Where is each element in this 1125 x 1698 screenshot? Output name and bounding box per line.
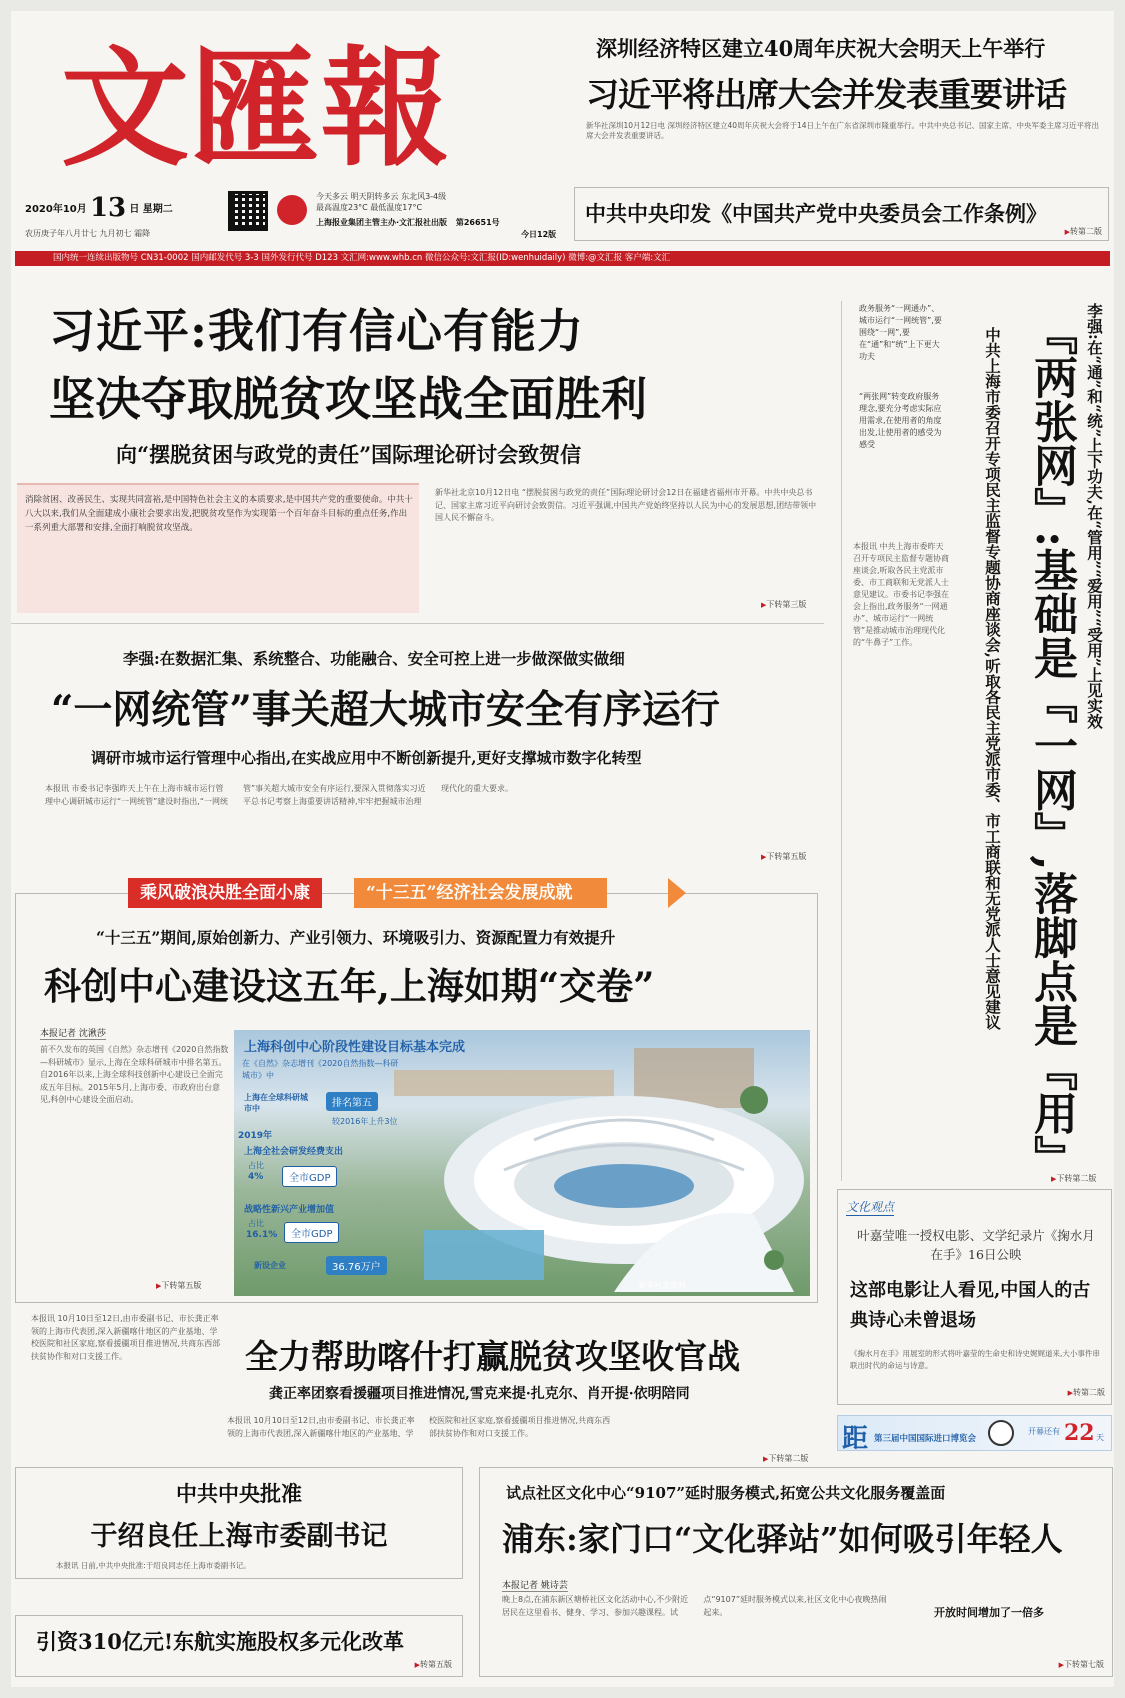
- feature-box: [15, 883, 818, 1303]
- kashgar-body: 本报讯 10月10日至12日,由市委副书记、市长龚正率领的上海市代表团,深入新疆喀什地区的产业基地、学校医院和社区家庭,察看援疆项目推进情况,共商东西部扶贫协作和对口支援工作。: [31, 1314, 221, 1361]
- appoint-box: [15, 1467, 463, 1579]
- infographic-note: 在《自然》杂志增刊《2020自然指数—科研城市》中: [242, 1059, 399, 1080]
- side-quote-1: [859, 303, 947, 387]
- expo-mascot-icon: [988, 1420, 1014, 1446]
- date-suffix: 日 星期二: [129, 204, 173, 215]
- culture-kicker: 叶嘉莹唯一授权电影、文学纪录片《掬水月在手》16日公映: [857, 1228, 1095, 1262]
- top-news-body: 新华社深圳10月12日电 深圳经济特区建立40周年庆祝大会将于14日上午在广东省深圳市隆重举行。中共中央总书记、国家主席、中央军委主席习近平将出席大会并发表重要讲话。: [586, 121, 1100, 140]
- second-headline: “一网统管”事关超大城市安全有序运行: [51, 687, 720, 733]
- infographic: [234, 1030, 810, 1296]
- infographic-year: 2019年: [238, 1131, 273, 1141]
- lead-quote: 消除贫困、改善民生、实现共同富裕,是中国特色社会主义的本质要求,是中国共产党的重要使命。中共十八大以来,我们从全面建成小康社会要求出发,把脱贫攻坚作为实现第一个百年奋斗目标的重点任务,作出一系列重大部署和安排,全面打响脱贫攻坚战。: [25, 495, 413, 533]
- side-jump: ▶ 下转第二版: [1051, 1173, 1096, 1184]
- date-day: 13: [89, 193, 127, 223]
- culture-headline: 这部电影让人看见,中国人的古典诗心未曾退场: [850, 1280, 1091, 1331]
- lead-body: 新华社北京10月12日电 “摆脱贫困与政党的责任”国际理论研讨会12日在福建省福州市开幕。中共中央总书记、国家主席习近平向研讨会致贺信。习近平强调,中国共产党始终坚持以人民为中心的发展思想,团结带领中国人民不懈奋斗。: [435, 488, 817, 522]
- second-kicker: 李强:在数据汇集、系统整合、功能融合、安全可控上进一步做深做实做细: [123, 649, 625, 668]
- infographic-caption: 新华社发资料: [638, 1281, 686, 1290]
- expo-countdown: [837, 1415, 1112, 1454]
- infographic-title: 上海科创中心阶段性建设目标基本完成: [244, 1040, 466, 1055]
- infographic-gdp-2: 全市GDP: [284, 1222, 339, 1243]
- wenhui-seal-icon: [277, 195, 307, 225]
- feature-banner-arrow-icon: [668, 878, 686, 908]
- side-vertical-headline: 『两张网』:基础是『一网』,落脚点是『用』: [1026, 311, 1077, 1179]
- regulation-box: [574, 187, 1109, 241]
- side-quote-2: [859, 391, 947, 521]
- issue-no: 第26651号: [455, 218, 500, 227]
- masthead-logo: [61, 33, 481, 173]
- feature-kicker: “十三五”期间,原始创新力、产业引领力、环境吸引力、资源配置力有效提升: [96, 928, 616, 947]
- newspaper-front-page: [11, 11, 1114, 1687]
- appoint-body: 本报讯 日前,中共中央批准:于绍良同志任上海市委副书记。: [56, 1561, 251, 1570]
- feature-jump: ▶ 下转第五版: [156, 1280, 201, 1291]
- countdown-unit: 天: [1096, 1433, 1104, 1442]
- regulation-headline: 中共中央印发《中国共产党中央委员会工作条例》: [585, 201, 1047, 226]
- pudong-body: 晚上8点,在浦东新区塘桥社区文化活动中心,不少附近居民在这里看书、健身、学习、参加兴趣课程。试点“9107”延时服务模式以来,社区文化中心夜晚热闹起来。: [502, 1595, 887, 1617]
- infographic-rank-value: 排名第五: [326, 1092, 378, 1111]
- culture-tag: 文化观点: [846, 1200, 895, 1214]
- feature-banner: [128, 878, 714, 908]
- side-quote-1-text: 政务服务“一网通办”、城市运行“一网统管”,要围绕“一网”,要在“通”和“统”上下更大功夫: [859, 304, 942, 361]
- qr-code: [228, 191, 268, 231]
- culture-body: 《掬水月在手》用展室的形式将叶嘉莹的生命史和诗史娓娓道来,大小事件串联出时代的命运与诗意。: [850, 1349, 1100, 1370]
- publisher: 上海报业集团主管主办·文汇报社出版: [316, 218, 448, 227]
- pudong-jump: ▶ 下转第七版: [1059, 1659, 1104, 1670]
- countdown-event: 第三届中国国际进口博览会: [874, 1434, 977, 1444]
- countdown-suffix: 开幕还有: [1028, 1427, 1060, 1436]
- eastern-jump: ▶ 转第五版: [415, 1659, 452, 1670]
- lead-quote-box: [17, 483, 419, 613]
- lead-subhead: 向“摆脱贫困与政党的责任”国际理论研讨会致贺信: [116, 442, 582, 467]
- lead-headline-1: 习近平:我们有信心有能力: [49, 304, 584, 358]
- countdown-prefix: 距: [842, 1424, 869, 1454]
- kashgar-body-2: 本报讯 10月10日至12日,由市委副书记、市长龚正率领的上海市代表团,深入新疆喀什地区的产业基地、学校医院和社区家庭,察看援疆项目推进情况,共商东西部扶贫协作和对口支援工作。: [227, 1416, 611, 1438]
- svg-text:文匯報: 文匯報: [61, 34, 452, 173]
- top-news-headline: 习近平将出席大会并发表重要讲话: [586, 75, 1066, 114]
- weather-info: [316, 191, 556, 213]
- temperature-text: 最高温度23°C 最低温度17°C: [316, 203, 423, 212]
- pudong-byline: 本报记者 姚诗芸: [502, 1578, 568, 1592]
- feature-byline: 本报记者 沈湫莎: [40, 1026, 106, 1040]
- feature-banner-left: 乘风破浪决胜全面小康: [128, 878, 322, 908]
- feature-banner-right: “十三五”经济社会发展成就: [354, 878, 607, 908]
- eastern-headline: 引资310亿元!东航实施股权多元化改革: [36, 1629, 405, 1654]
- kashgar-subhead: 龚正率团察看援疆项目推进情况,雪克来提·扎克尔、肖开提·依明陪同: [269, 1386, 690, 1402]
- feature-headline: 科创中心建设这五年,上海如期“交卷”: [44, 964, 655, 1008]
- second-jump: ▶ 下转第五版: [761, 851, 806, 862]
- infographic-new-company: 新设企业: [254, 1261, 286, 1270]
- side-body: 本报讯 中共上海市委昨天召开专项民主监督专题协商座谈会,听取各民主党派市委、市工商联和无党派人士意见建议。市委书记李强在会上指出,政务服务“一网通办”、城市运行“一网统管”是推动城市治理现代化的“牛鼻子”工作。: [853, 542, 949, 647]
- divider-1: [11, 623, 824, 624]
- date-line: [25, 193, 215, 223]
- infographic-gdp-1: 全市GDP: [282, 1166, 337, 1187]
- infographic-rank-note: 较2016年上升3位: [332, 1117, 398, 1126]
- infographic-rd-label: 上海全社会研发经费支出: [244, 1147, 344, 1157]
- pudong-kicker: 试点社区文化中心“9107”延时服务模式,拓宽公共文化服务覆盖面: [506, 1484, 946, 1502]
- kashgar-headline: 全力帮助喀什打赢脱贫攻坚收官战: [245, 1337, 740, 1376]
- side-quote-2-text: “两张网”转变政府服务理念,要充分考虑实际应用需求,在使用者的角度出发,让使用者的感受为感受: [859, 392, 942, 449]
- regulation-jump: ▶ 转第二版: [1065, 226, 1102, 237]
- culture-jump: ▶ 转第二版: [1068, 1387, 1105, 1398]
- pudong-subhead: 开放时间增加了一倍多: [930, 1604, 1048, 1620]
- infographic-rank-label: 上海在全球科研城市中: [244, 1093, 308, 1113]
- countdown-days: 22: [1064, 1420, 1095, 1446]
- lunar-date: 农历庚子年八月廿七 九月初七 霜降: [25, 229, 151, 238]
- infographic-rd-share: 占比: [248, 1161, 264, 1170]
- top-news-kicker: 深圳经济特区建立40周年庆祝大会明天上午举行: [596, 36, 1046, 61]
- second-subhead: 调研市城市运行管理中心指出,在实战应用中不断创新提升,更好支撑城市数字化转型: [91, 749, 642, 767]
- appoint-kicker: 中共中央批准: [176, 1481, 302, 1506]
- date-year-month: 2020年10月: [25, 204, 87, 215]
- eastern-box: [15, 1615, 463, 1677]
- infographic-ind-label: 战略性新兴产业增加值: [244, 1205, 335, 1215]
- feature-body: 前不久发布的英国《自然》杂志增刊《2020自然指数—科研城市》显示,上海在全球科研城市中排名第五。自2016年以来,上海全球科技创新中心建设已全面完成五年目标。2015年5月,上海市委、市政府出台意见,科创中心建设全面启动。: [40, 1045, 229, 1104]
- infographic-ind-share: 占比: [248, 1219, 264, 1228]
- pudong-headline: 浦东:家门口“文化驿站”如何吸引年轻人: [502, 1520, 1063, 1558]
- second-body: 本报讯 市委书记李强昨天上午在上海市城市运行管理中心调研城市运行“一网统管”建设时指出,“一网统管”事关超大城市安全有序运行,要深入贯彻落实习近平总书记考察上海重要讲话精神,牢牢把握城市治理现代化的重大要求。: [45, 784, 513, 806]
- infographic-new-company-value: 36.76万户: [326, 1256, 387, 1275]
- publisher-line: [316, 217, 556, 228]
- side-vertical-kicker: 李强:在“通”和“统”上下功夫,在“管用”“爱用”“受用”上见实效: [1085, 303, 1104, 729]
- kashgar-jump: ▶ 下转第二版: [763, 1453, 808, 1464]
- appoint-headline: 于绍良任上海市委副书记: [90, 1521, 388, 1552]
- lead-headline-2: 坚决夺取脱贫攻坚战全面胜利: [49, 372, 647, 426]
- pudong-box: [479, 1467, 1113, 1677]
- masthead-logo-art: [61, 33, 481, 173]
- culture-box: [837, 1189, 1112, 1405]
- side-divider: [841, 301, 842, 1181]
- infographic-ind-value: 16.1%: [246, 1230, 278, 1240]
- side-vertical-sub: 中共上海市委召开专项民主监督专题协商座谈会,听取各民主党派市委、市工商联和无党派人士意见建议: [983, 327, 1002, 1030]
- infographic-rd-value: 4%: [248, 1172, 264, 1182]
- page-count: 今日12版: [521, 230, 557, 239]
- weather-text: 今天多云 明天阴转多云 东北风3-4级: [316, 192, 447, 201]
- lead-jump: ▶ 下转第三版: [761, 599, 806, 610]
- info-bar: 国内统一连续出版物号 CN31-0002 国内邮发代号 3-3 国外发行代号 D123 文汇网:www.whb.cn 微信公众号:文汇报(ID:wenhuidaily) 微博:@文汇报 客户端:文汇: [15, 251, 1110, 266]
